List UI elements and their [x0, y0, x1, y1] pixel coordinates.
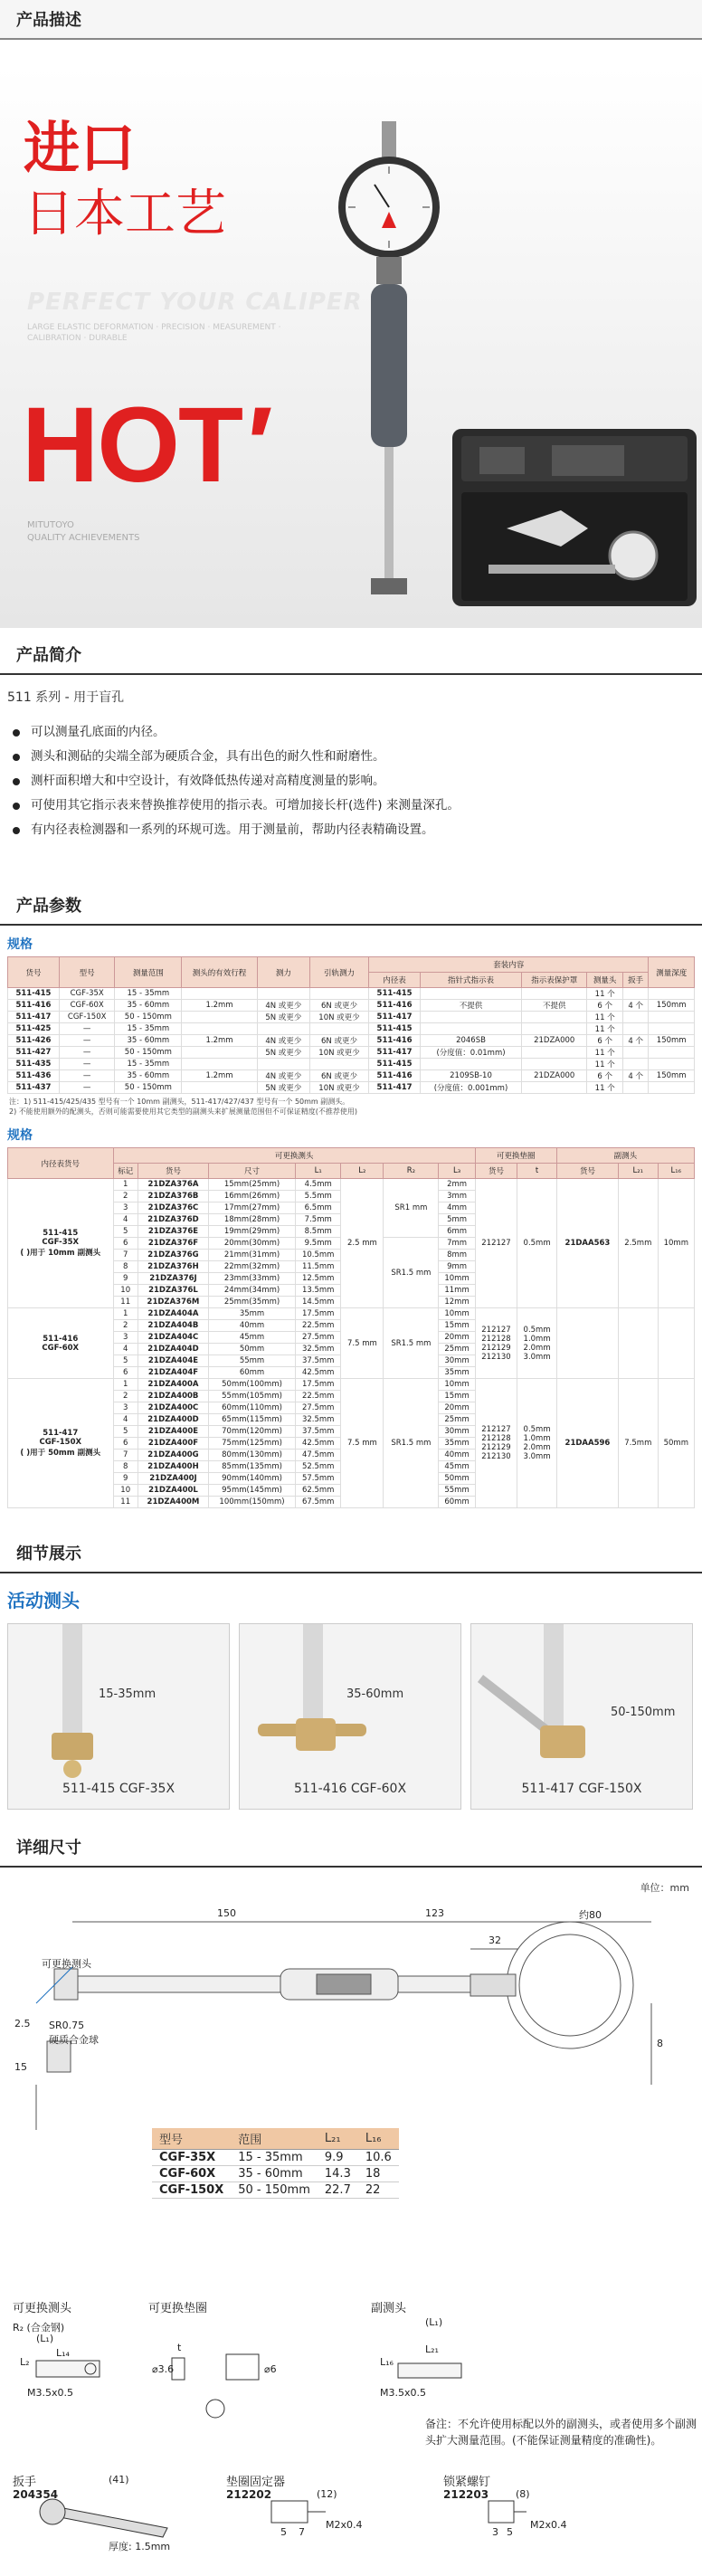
- hero-slogan: PERFECT YOUR CALIPER: [27, 289, 363, 316]
- dim-8: 8: [657, 2038, 663, 2049]
- part-washer-title: 可更换垫圈: [148, 2302, 208, 2315]
- lk-3: 3: [492, 2526, 498, 2538]
- remark-note: 备注：不允许使用标配以外的副测头，或者使用多个副测头扩大测量范围。(不能保证测量精度的准确性)。: [425, 2418, 697, 2447]
- spec-label: 规格: [7, 937, 33, 952]
- lk-m: M2x0.4: [530, 2519, 567, 2531]
- p2-d6: ⌀6: [264, 2363, 277, 2375]
- p1-l14: L₁₄: [56, 2347, 70, 2359]
- table-row: 10 21DZA376L 24mm(34mm) 13.5mm 11mm: [8, 1285, 695, 1297]
- table-row: 6 21DZA404F 60mm 42.5mm 35mm: [8, 1367, 695, 1379]
- table-row: 4 21DZA376D 18mm(28mm) 7.5mm 5mm: [8, 1214, 695, 1226]
- hero-title-imported: 进口: [24, 115, 137, 181]
- table-row: 9 21DZA400J 90mm(140mm) 57.5mm 50mm: [8, 1473, 695, 1485]
- spec-note: 注：1) 511-415/425/435 型号有一个 10mm 副测头，511-417/427/437 型号有一个 50mm 副测头。 2) 不能使用额外的配测头，否则可能需要使用其它类型的副测头来扩展测量范围但不可保证精度(不推荐使用): [9, 1098, 357, 1116]
- table-row: CGF-60X 35 - 60mm 14.3 18: [152, 2166, 399, 2182]
- part-aux-head-title: 副测头: [371, 2302, 407, 2315]
- p2-d36: ⌀3.6: [152, 2363, 175, 2375]
- table-row: 511-427 — 50 - 150mm 5N 或更少 10N 或更少 511-417 (分度值：0.01mm) 11 个: [8, 1047, 695, 1059]
- dim-32: 32: [489, 1934, 501, 1946]
- section-title: 细节展示: [16, 1545, 81, 1564]
- table-row: 9 21DZA376J 23mm(33mm) 12.5mm 10mm: [8, 1273, 695, 1285]
- dim-15: 15: [14, 2061, 27, 2073]
- table-row: 4 21DZA404D 50mm 32.5mm 25mm: [8, 1344, 695, 1355]
- section-intro-header: [0, 628, 702, 675]
- table-row: 511-415 CGF-35X ( )用于 10mm 副测头 1 21DZA376A 15mm(25mm) 4.5mm 2.5 mm SR1 mm 2mm 212127 0.5mm 21DAA563 2.5mm 10mm: [8, 1179, 695, 1191]
- table-row: 11 21DZA400M 100mm(150mm) 67.5mm 60mm: [8, 1497, 695, 1508]
- wrench-thick: 厚度: 1.5mm: [109, 2541, 171, 2552]
- table-row: 8 21DZA400H 85mm(135mm) 52.5mm 45mm: [8, 1461, 695, 1473]
- table-row: 5 21DZA404E 55mm 37.5mm 30mm: [8, 1355, 695, 1367]
- table-row: 5 21DZA400E 70mm(120mm) 37.5mm 30mm: [8, 1426, 695, 1438]
- replace-head-label: 可更换测头: [42, 1958, 91, 1970]
- table-row: 8 21DZA376H 22mm(32mm) 11.5mm 9mm: [8, 1261, 695, 1273]
- bore-gauge-image: [335, 121, 443, 610]
- section-title: 产品参数: [16, 897, 81, 916]
- part-replace-head-title: 可更换测头: [13, 2302, 72, 2315]
- section-dims-header: [0, 1820, 702, 1868]
- p1-m: M3.5x0.5: [27, 2387, 73, 2399]
- probe-gallery: [0, 1612, 702, 1810]
- hero-fineprint: LARGE ELASTIC DEFORMATION · PRECISION · MEASUREMENT · CALIBRATION · DURABLE: [27, 323, 281, 343]
- gauge-case-image: [452, 429, 697, 610]
- spec-label: 规格: [7, 1128, 33, 1143]
- table-row: 511-417 CGF-150X 50 - 150mm 5N 或更少 10N 或更少 511-417 11 个: [8, 1012, 695, 1023]
- feature-item: 可使用其它指示表来替换推荐使用的指示表。可增加接长杆(选件) 来测量深孔。: [11, 794, 702, 818]
- p3-l16: L₁₆: [380, 2356, 394, 2368]
- table-row: 2 21DZA404B 40mm 22.5mm 15mm: [8, 1320, 695, 1332]
- dim-123: 123: [425, 1907, 444, 1919]
- table-row: 511-415 CGF-35X 15 - 35mm 511-415 11 个: [8, 988, 695, 1000]
- table-row: CGF-150X 50 - 150mm 22.7 22: [152, 2182, 399, 2199]
- dim-2-5: 2.5: [14, 2018, 31, 2029]
- unit-label: 单位：mm: [640, 1882, 689, 1894]
- section-title: 产品描述: [16, 11, 81, 30]
- feature-list: [0, 706, 702, 842]
- dim-80: 约80: [579, 1909, 602, 1921]
- probe-card: 50-150mm 511-417 CGF-150X: [470, 1623, 693, 1810]
- wrench-no: 204354: [13, 2488, 59, 2501]
- table-row: 511-417 CGF-150X ( )用于 50mm 副测头 1 21DZA400A 50mm(100mm) 17.5mm 7.5 mm SR1.5 mm 10mm 212127 212128 212129 212130 0.5mm 1.0mm 2.0mm 3.0mm 21DAA596 7.5mm 50mm: [8, 1379, 695, 1391]
- dimension-drawings: [0, 1868, 702, 2555]
- table-row: 511-437 — 50 - 150mm 5N 或更少 10N 或更少 511-417 (分度值：0.001mm) 11 个: [8, 1082, 695, 1094]
- model-range-table: 型号 范围 L₂₁ L₁₆ CGF-35X 15 - 35mm 9.9 10.6 CGF-60X 35 - 60mm 14.3 18 CGF-150X 50 - 150mm 22.7 22: [152, 2128, 399, 2199]
- hero-brand: MITUTOYO QUALITY ACHIEVEMENTS: [27, 520, 140, 543]
- dimension-drawing: [0, 1868, 702, 2555]
- table-row: 10 21DZA400L 95mm(145mm) 62.5mm 55mm: [8, 1485, 695, 1497]
- table-row: 4 21DZA400D 65mm(115mm) 32.5mm 25mm: [8, 1414, 695, 1426]
- table-row: 7 21DZA400G 80mm(130mm) 47.5mm 40mm: [8, 1450, 695, 1461]
- lock-screw-no: 212203: [443, 2488, 489, 2501]
- p2-t: t: [177, 2342, 182, 2353]
- table-row: 511-436 — 35 - 60mm 1.2mm 4N 或更少 6N 或更少 511-416 2109SB-10 21DZA000 6 个 4 个 150mm: [8, 1070, 695, 1082]
- washer-holder-no: 212202: [226, 2488, 272, 2501]
- lk-5: 5: [507, 2526, 513, 2538]
- wf-7: 7: [299, 2526, 305, 2538]
- probe-card: 35-60mm 511-416 CGF-60X: [239, 1623, 461, 1810]
- probe-card: 15-35mm 511-415 CGF-35X: [7, 1623, 230, 1810]
- hero-banner: [0, 67, 702, 628]
- table-row: 11 21DZA376M 25mm(35mm) 14.5mm 12mm: [8, 1297, 695, 1308]
- table-row: 511-435 — 15 - 35mm 511-415 11 个: [8, 1059, 695, 1070]
- hero-hot: HOT′: [22, 385, 266, 505]
- feature-item: 测头和测砧的尖端全部为硬质合金，具有出色的耐久性和耐磨性。: [11, 745, 702, 769]
- table-row: 511-416 CGF-60X 35 - 60mm 1.2mm 4N 或更少 6N 或更少 511-416 不提供 不提供 6 个 4 个 150mm: [8, 1000, 695, 1012]
- table-row: 7 21DZA376G 21mm(31mm) 10.5mm 8mm: [8, 1250, 695, 1261]
- feature-item: 可以测量孔底面的内径。: [11, 720, 702, 745]
- section-title: 产品简介: [16, 646, 81, 665]
- feature-item: 测杆面积增大和中空设计，有效降低热传递对高精度测量的影响。: [11, 769, 702, 794]
- p3-l2: L₂₁: [425, 2343, 439, 2355]
- spec-table-heads: 内径表货号 可更换测头 可更换垫圈 副测头 标记 货号 尺寸 L₁ L₂ R₂ L₃ 货号 t 货号 L₂₁ L₁₆ 511-415 CGF-35X ( )用于 10mm 副测头 1 21DZA376A 15mm(25mm) 4.5mm 2.5 mm SR1 mm 2mm 212127 0.5mm 21DAA563 2.5mm 10mm 2 21DZA376B 16mm(26mm) 5.5mm 3mm 3 21DZA376C 17mm(27mm) 6.5mm 4mm 4 21DZA376D 18mm(28mm) 7.5mm 5mm 5 21DZA376E 19mm(29mm) 8.5mm 6mm 6 21DZA376F 20mm(30mm) 9.5mm SR1.5 mm 7mm 7 21DZA376G 21mm(31mm) 10.5mm 8mm 8 21DZA376H 22mm(32mm) 11.5mm 9mm 9 21DZA376J 23mm(33mm) 12.5mm 10mm 10 21DZA376L 24mm(34mm) 13.5mm 11mm 11 21DZA376M 25mm(35mm) 14.5mm 12mm 511-416 CGF-60X 1 21DZA404A 35mm 17.5mm 7.5 mm SR1.5 mm 10mm 212127 212128 212129 212130 0.5mm 1.0mm 2.0mm 3.0mm 2 21DZA404B 40mm 22.5mm 15mm 3 21DZA404C 45mm 27.5mm 20mm 4 21DZA404D 50mm 32.5mm 25mm 5 21DZA404E 55mm 37.5mm 30mm 6 21DZA404F 60mm 42.5mm 35mm 511-417 CGF-150X ( )用于 50mm 副测头 1 21DZA400A 50mm(100mm) 17.5mm 7.5 mm SR1.5 mm 10mm 212127 212128 212129 212130 0.5mm 1.0mm 2.0mm 3.0mm 21DAA596 7.5mm 50mm 2 21DZA400B 55mm(105mm) 22.5mm 15mm 3 21DZA400C 60mm(110mm) 27.5mm 20mm 4 21DZA400D 65mm(115mm) 32.5mm 25mm 5 21DZA400E 70mm(120mm) 37.5mm 30mm 6 21DZA400F 75mm(125mm) 42.5mm 35mm 7 21DZA400G 80mm(130mm) 47.5mm 40mm 8 21DZA400H 85mm(135mm) 52.5mm 45mm 9 21DZA400J 90mm(140mm) 57.5mm 50mm 10 21DZA400L 95mm(145mm) 62.5mm 55mm 11 21DZA400M 100mm(150mm) 67.5mm 60mm: [7, 1147, 695, 1508]
- table-row: 6 21DZA400F 75mm(125mm) 42.5mm 35mm: [8, 1438, 695, 1450]
- section-params-header: [0, 879, 702, 926]
- wf-m: M2x0.4: [326, 2519, 363, 2531]
- table-row: 3 21DZA400C 60mm(110mm) 27.5mm 20mm: [8, 1402, 695, 1414]
- wrench-title: 扳手: [13, 2476, 37, 2489]
- table-row: 6 21DZA376F 20mm(30mm) 9.5mm SR1.5 mm 7mm: [8, 1238, 695, 1250]
- table-row: 2 21DZA400B 55mm(105mm) 22.5mm 15mm: [8, 1391, 695, 1402]
- intro-subtitle: 511 系列 - 用于盲孔: [7, 690, 125, 705]
- wf-12: (12): [317, 2488, 337, 2500]
- dim-150: 150: [217, 1907, 236, 1919]
- lock-screw-title: 锁紧螺钉: [443, 2476, 491, 2489]
- lk-8: (8): [516, 2488, 530, 2500]
- section-detail-header: [0, 1526, 702, 1573]
- wrench-dim: (41): [109, 2474, 129, 2486]
- table-row: 511-416 CGF-60X 1 21DZA404A 35mm 17.5mm 7.5 mm SR1.5 mm 10mm 212127 212128 212129 212130 0.5mm 1.0mm 2.0mm 3.0mm: [8, 1308, 695, 1320]
- p1-l1: (L₁): [36, 2333, 54, 2344]
- section-description-header: [0, 0, 702, 40]
- table-row: 5 21DZA376E 19mm(29mm) 8.5mm 6mm: [8, 1226, 695, 1238]
- table-row: 511-425 — 15 - 35mm 511-415 11 个: [8, 1023, 695, 1035]
- active-probe-title: 活动测头: [7, 1590, 80, 1611]
- section-title: 详细尺寸: [16, 1839, 81, 1858]
- table-row: 511-426 — 35 - 60mm 1.2mm 4N 或更少 6N 或更少 511-416 2046SB 21DZA000 6 个 4 个 150mm: [8, 1035, 695, 1047]
- carbide-label: 硬质合金球: [49, 2034, 99, 2046]
- p3-l1: (L₁): [425, 2316, 443, 2328]
- wf-5: 5: [280, 2526, 287, 2538]
- p1-l2: L₂: [20, 2356, 30, 2368]
- table-row: 3 21DZA404C 45mm 27.5mm 20mm: [8, 1332, 695, 1344]
- table-row: 3 21DZA376C 17mm(27mm) 6.5mm 4mm: [8, 1202, 695, 1214]
- table-row: 2 21DZA376B 16mm(26mm) 5.5mm 3mm: [8, 1191, 695, 1202]
- table-row: CGF-35X 15 - 35mm 9.9 10.6: [152, 2150, 399, 2166]
- sr075-label: SR0.75: [49, 2020, 85, 2031]
- hero-title-craft: 日本工艺: [24, 185, 226, 243]
- p1-r: R₂ (合金钢): [13, 2322, 65, 2334]
- washer-holder-title: 垫圈固定器: [226, 2476, 286, 2489]
- feature-item: 有内径表检测器和一系列的环规可选。用于测量前，帮助内径表精确设置。: [11, 818, 702, 842]
- p3-m: M3.5x0.5: [380, 2387, 426, 2399]
- spec-table-sets: 货号 型号 测量范围 测头的有效行程 测力 引轨测力 套装内容 测量深度 内径表 指针式指示表 指示表保护罩 测量头 扳手 511-415 CGF-35X 15 - 35mm 511-415 11 个 511-416 CGF-60X 35 - 60mm 1.2mm 4N 或更少 6N 或更少 511-416 不提供 不提供 6 个 4 个 150mm 511-417 CGF-150X 50 - 150mm 5N 或更少 10N 或更少 511-417 11 个 511-425 — 15 - 35mm 511-415 11 个 511-426 — 35 - 60mm 1.2mm 4N 或更少 6N 或更少 511-416 2046SB 21DZA000 6 个 4 个 150mm 511-427 — 50 - 150mm 5N 或更少 10N 或更少 511-417 (分度值：0.01mm) 11 个 511-435 — 15 - 35mm 511-415 11 个 511-436 — 35 - 60mm 1.2mm 4N 或更少 6N 或更少 511-416 2109SB-10 21DZA000 6 个 4 个 150mm 511-437 — 50 - 150mm 5N 或更少 10N 或更少 511-417 (分度值：0.001mm) 11 个: [7, 956, 695, 1094]
